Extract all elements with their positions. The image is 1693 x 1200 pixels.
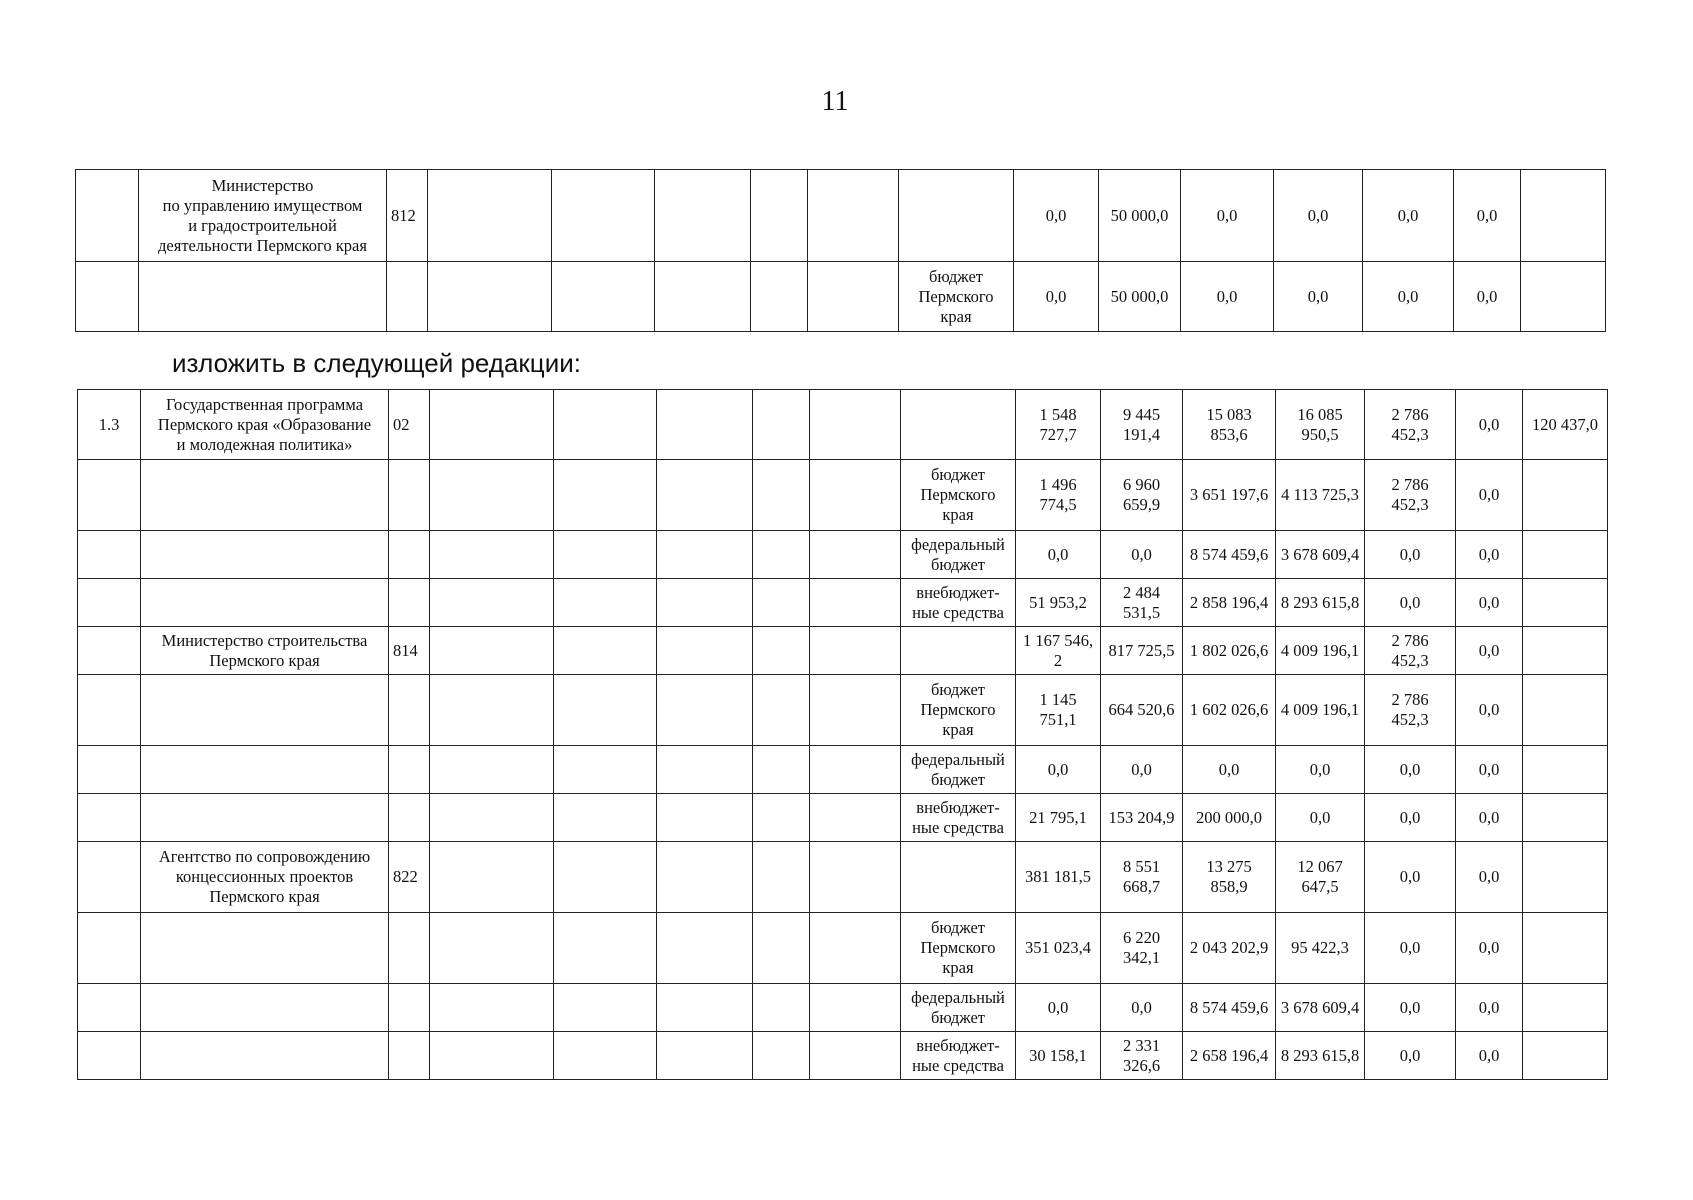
empty-cell — [810, 627, 901, 675]
empty-cell — [554, 746, 657, 794]
value-cell-2: 817 725,5 — [1101, 627, 1183, 675]
empty-cell — [751, 170, 808, 262]
value-cell-2: 6 220 342,1 — [1101, 913, 1183, 984]
empty-cell — [753, 746, 810, 794]
table-row — [78, 984, 1608, 1032]
empty-cell — [657, 913, 753, 984]
value-cell-6: 0,0 — [1456, 794, 1523, 842]
value-cell-2: 8 551 668,7 — [1101, 842, 1183, 913]
name-cell — [139, 262, 387, 332]
empty-cell — [753, 984, 810, 1032]
empty-cell — [430, 460, 554, 531]
empty-cell — [753, 1032, 810, 1080]
empty-cell — [751, 262, 808, 332]
code-cell — [389, 746, 430, 794]
value-cell-2: 9 445 191,4 — [1101, 390, 1183, 460]
source-cell: внебюджет- ные средства — [901, 579, 1016, 627]
empty-cell — [430, 531, 554, 579]
value-cell-6: 0,0 — [1456, 984, 1523, 1032]
empty-cell — [554, 579, 657, 627]
table-row — [78, 746, 1608, 794]
name-cell — [141, 794, 389, 842]
table-row — [78, 627, 1608, 675]
empty-cell — [810, 794, 901, 842]
value-cell-1: 0,0 — [1016, 984, 1101, 1032]
value-cell-1: 21 795,1 — [1016, 794, 1101, 842]
empty-cell — [428, 170, 552, 262]
value-cell-2: 50 000,0 — [1099, 262, 1181, 332]
source-cell — [901, 842, 1016, 913]
value-cell-6: 0,0 — [1456, 390, 1523, 460]
value-cell-1: 51 953,2 — [1016, 579, 1101, 627]
empty-cell — [552, 170, 655, 262]
source-cell: бюджет Пермского края — [899, 262, 1014, 332]
name-cell — [141, 1032, 389, 1080]
empty-cell — [430, 579, 554, 627]
value-cell-5: 2 786 452,3 — [1365, 460, 1456, 531]
name-cell — [141, 984, 389, 1032]
page-number: 11 — [821, 86, 849, 117]
empty-cell — [428, 262, 552, 332]
empty-cell — [657, 390, 753, 460]
budget-table-old-version — [75, 169, 1606, 332]
value-cell-3: 8 574 459,6 — [1183, 984, 1276, 1032]
empty-cell — [657, 627, 753, 675]
value-cell-4: 4 009 196,1 — [1276, 675, 1365, 746]
row-number-cell — [78, 746, 141, 794]
value-cell-2: 2 484 531,5 — [1101, 579, 1183, 627]
code-cell — [389, 531, 430, 579]
value-cell-1: 351 023,4 — [1016, 913, 1101, 984]
value-cell-6: 0,0 — [1454, 262, 1521, 332]
empty-cell — [753, 627, 810, 675]
value-cell-3: 200 000,0 — [1183, 794, 1276, 842]
value-cell-4: 8 293 615,8 — [1276, 1032, 1365, 1080]
value-cell-5: 2 786 452,3 — [1365, 390, 1456, 460]
empty-cell — [554, 675, 657, 746]
value-cell-7 — [1523, 675, 1608, 746]
empty-cell — [430, 675, 554, 746]
budget-table-new-version — [77, 389, 1608, 1080]
name-cell — [141, 579, 389, 627]
value-cell-7 — [1523, 531, 1608, 579]
empty-cell — [657, 984, 753, 1032]
value-cell-7 — [1521, 170, 1606, 262]
value-cell-5: 0,0 — [1365, 913, 1456, 984]
value-cell-1: 0,0 — [1014, 170, 1099, 262]
value-cell-5: 2 786 452,3 — [1365, 675, 1456, 746]
value-cell-1: 381 181,5 — [1016, 842, 1101, 913]
value-cell-4: 0,0 — [1276, 746, 1365, 794]
value-cell-5: 0,0 — [1365, 531, 1456, 579]
empty-cell — [657, 675, 753, 746]
empty-cell — [810, 390, 901, 460]
empty-cell — [810, 531, 901, 579]
value-cell-6: 0,0 — [1456, 746, 1523, 794]
source-cell: внебюджет- ные средства — [901, 794, 1016, 842]
value-cell-1: 1 145 751,1 — [1016, 675, 1101, 746]
empty-cell — [430, 627, 554, 675]
source-cell: федеральный бюджет — [901, 746, 1016, 794]
value-cell-1: 0,0 — [1016, 746, 1101, 794]
value-cell-5: 0,0 — [1365, 1032, 1456, 1080]
empty-cell — [753, 794, 810, 842]
empty-cell — [554, 842, 657, 913]
empty-cell — [810, 579, 901, 627]
empty-cell — [810, 675, 901, 746]
code-cell: 822 — [389, 842, 430, 913]
name-cell: Министерство строительства Пермского края — [141, 627, 389, 675]
empty-cell — [657, 579, 753, 627]
code-cell — [389, 1032, 430, 1080]
value-cell-4: 12 067 647,5 — [1276, 842, 1365, 913]
value-cell-6: 0,0 — [1456, 913, 1523, 984]
value-cell-3: 2 658 196,4 — [1183, 1032, 1276, 1080]
empty-cell — [753, 390, 810, 460]
code-cell: 814 — [389, 627, 430, 675]
row-number-cell — [78, 794, 141, 842]
value-cell-4: 16 085 950,5 — [1276, 390, 1365, 460]
empty-cell — [430, 842, 554, 913]
empty-cell — [554, 627, 657, 675]
source-cell — [901, 627, 1016, 675]
code-cell — [389, 794, 430, 842]
name-cell: Агентство по сопровождению концессионных проектов Пермского края — [141, 842, 389, 913]
row-number-cell — [78, 984, 141, 1032]
empty-cell — [552, 262, 655, 332]
empty-cell — [554, 390, 657, 460]
value-cell-7 — [1523, 627, 1608, 675]
empty-cell — [657, 531, 753, 579]
code-cell — [389, 913, 430, 984]
source-cell: внебюджет- ные средства — [901, 1032, 1016, 1080]
value-cell-4: 0,0 — [1274, 170, 1363, 262]
source-cell: бюджет Пермского края — [901, 675, 1016, 746]
empty-cell — [810, 913, 901, 984]
empty-cell — [810, 984, 901, 1032]
value-cell-3: 0,0 — [1181, 262, 1274, 332]
value-cell-4: 95 422,3 — [1276, 913, 1365, 984]
empty-cell — [657, 746, 753, 794]
row-number-cell — [78, 913, 141, 984]
row-number-cell — [78, 675, 141, 746]
name-cell: Министерство по управлению имуществом и градостроительной деятельности Пермского края — [139, 170, 387, 262]
table-row — [76, 262, 1606, 332]
name-cell — [141, 746, 389, 794]
empty-cell — [554, 531, 657, 579]
source-cell — [899, 170, 1014, 262]
empty-cell — [753, 460, 810, 531]
empty-cell — [430, 390, 554, 460]
row-number-cell — [76, 170, 139, 262]
row-number-cell — [78, 531, 141, 579]
value-cell-7 — [1523, 913, 1608, 984]
value-cell-2: 0,0 — [1101, 746, 1183, 794]
value-cell-3: 2 858 196,4 — [1183, 579, 1276, 627]
name-cell — [141, 531, 389, 579]
empty-cell — [430, 913, 554, 984]
table-row — [78, 1032, 1608, 1080]
empty-cell — [655, 170, 751, 262]
code-cell — [387, 262, 428, 332]
value-cell-4: 0,0 — [1276, 794, 1365, 842]
value-cell-3: 13 275 858,9 — [1183, 842, 1276, 913]
source-cell: федеральный бюджет — [901, 984, 1016, 1032]
value-cell-5: 0,0 — [1363, 170, 1454, 262]
row-number-cell — [78, 627, 141, 675]
value-cell-3: 3 651 197,6 — [1183, 460, 1276, 531]
value-cell-1: 0,0 — [1016, 531, 1101, 579]
empty-cell — [810, 842, 901, 913]
empty-cell — [430, 984, 554, 1032]
value-cell-5: 0,0 — [1365, 984, 1456, 1032]
value-cell-4: 3 678 609,4 — [1276, 984, 1365, 1032]
empty-cell — [810, 746, 901, 794]
empty-cell — [753, 579, 810, 627]
value-cell-3: 0,0 — [1183, 746, 1276, 794]
empty-cell — [657, 794, 753, 842]
empty-cell — [554, 984, 657, 1032]
value-cell-3: 15 083 853,6 — [1183, 390, 1276, 460]
value-cell-3: 0,0 — [1181, 170, 1274, 262]
table-row — [78, 390, 1608, 460]
code-cell — [389, 579, 430, 627]
empty-cell — [554, 460, 657, 531]
table-row — [78, 675, 1608, 746]
row-number-cell: 1.3 — [78, 390, 141, 460]
value-cell-1: 0,0 — [1014, 262, 1099, 332]
table-row — [78, 794, 1608, 842]
value-cell-3: 1 602 026,6 — [1183, 675, 1276, 746]
value-cell-2: 153 204,9 — [1101, 794, 1183, 842]
value-cell-2: 0,0 — [1101, 984, 1183, 1032]
empty-cell — [430, 1032, 554, 1080]
value-cell-2: 6 960 659,9 — [1101, 460, 1183, 531]
empty-cell — [753, 531, 810, 579]
value-cell-6: 0,0 — [1454, 170, 1521, 262]
value-cell-7 — [1523, 579, 1608, 627]
value-cell-1: 1 496 774,5 — [1016, 460, 1101, 531]
value-cell-5: 0,0 — [1365, 579, 1456, 627]
value-cell-1: 1 548 727,7 — [1016, 390, 1101, 460]
row-number-cell — [76, 262, 139, 332]
code-cell — [389, 460, 430, 531]
value-cell-7: 120 437,0 — [1523, 390, 1608, 460]
amendment-phrase: изложить в следующей редакции: — [172, 348, 581, 378]
value-cell-7 — [1521, 262, 1606, 332]
value-cell-1: 30 158,1 — [1016, 1032, 1101, 1080]
value-cell-7 — [1523, 842, 1608, 913]
value-cell-5: 2 786 452,3 — [1365, 627, 1456, 675]
value-cell-6: 0,0 — [1456, 1032, 1523, 1080]
value-cell-4: 0,0 — [1274, 262, 1363, 332]
empty-cell — [657, 842, 753, 913]
row-number-cell — [78, 1032, 141, 1080]
empty-cell — [430, 794, 554, 842]
value-cell-6: 0,0 — [1456, 627, 1523, 675]
code-cell: 02 — [389, 390, 430, 460]
empty-cell — [554, 913, 657, 984]
name-cell — [141, 675, 389, 746]
code-cell — [389, 675, 430, 746]
value-cell-7 — [1523, 794, 1608, 842]
empty-cell — [753, 842, 810, 913]
source-cell: федеральный бюджет — [901, 531, 1016, 579]
value-cell-4: 4 009 196,1 — [1276, 627, 1365, 675]
value-cell-4: 4 113 725,3 — [1276, 460, 1365, 531]
value-cell-3: 1 802 026,6 — [1183, 627, 1276, 675]
value-cell-3: 8 574 459,6 — [1183, 531, 1276, 579]
empty-cell — [808, 262, 899, 332]
row-number-cell — [78, 460, 141, 531]
value-cell-4: 8 293 615,8 — [1276, 579, 1365, 627]
value-cell-3: 2 043 202,9 — [1183, 913, 1276, 984]
value-cell-7 — [1523, 460, 1608, 531]
value-cell-2: 50 000,0 — [1099, 170, 1181, 262]
code-cell — [389, 984, 430, 1032]
empty-cell — [554, 794, 657, 842]
source-cell: бюджет Пермского края — [901, 460, 1016, 531]
empty-cell — [808, 170, 899, 262]
value-cell-1: 1 167 546, 2 — [1016, 627, 1101, 675]
empty-cell — [655, 262, 751, 332]
row-number-cell — [78, 842, 141, 913]
empty-cell — [810, 1032, 901, 1080]
value-cell-5: 0,0 — [1365, 842, 1456, 913]
code-cell: 812 — [387, 170, 428, 262]
source-cell: бюджет Пермского края — [901, 913, 1016, 984]
value-cell-5: 0,0 — [1365, 746, 1456, 794]
value-cell-2: 664 520,6 — [1101, 675, 1183, 746]
table-row — [78, 460, 1608, 531]
row-number-cell — [78, 579, 141, 627]
name-cell — [141, 913, 389, 984]
empty-cell — [430, 746, 554, 794]
table-row — [78, 579, 1608, 627]
value-cell-2: 0,0 — [1101, 531, 1183, 579]
table-row — [78, 531, 1608, 579]
value-cell-6: 0,0 — [1456, 460, 1523, 531]
table-row — [78, 913, 1608, 984]
table-row — [76, 170, 1606, 262]
name-cell: Государственная программа Пермского края «Образование и молодежная политика» — [141, 390, 389, 460]
value-cell-6: 0,0 — [1456, 675, 1523, 746]
value-cell-2: 2 331 326,6 — [1101, 1032, 1183, 1080]
value-cell-5: 0,0 — [1363, 262, 1454, 332]
empty-cell — [554, 1032, 657, 1080]
value-cell-6: 0,0 — [1456, 531, 1523, 579]
empty-cell — [657, 460, 753, 531]
value-cell-6: 0,0 — [1456, 579, 1523, 627]
value-cell-7 — [1523, 746, 1608, 794]
value-cell-5: 0,0 — [1365, 794, 1456, 842]
source-cell — [901, 390, 1016, 460]
value-cell-6: 0,0 — [1456, 842, 1523, 913]
value-cell-7 — [1523, 1032, 1608, 1080]
empty-cell — [657, 1032, 753, 1080]
empty-cell — [810, 460, 901, 531]
name-cell — [141, 460, 389, 531]
value-cell-4: 3 678 609,4 — [1276, 531, 1365, 579]
empty-cell — [753, 913, 810, 984]
value-cell-7 — [1523, 984, 1608, 1032]
table-row — [78, 842, 1608, 913]
empty-cell — [753, 675, 810, 746]
